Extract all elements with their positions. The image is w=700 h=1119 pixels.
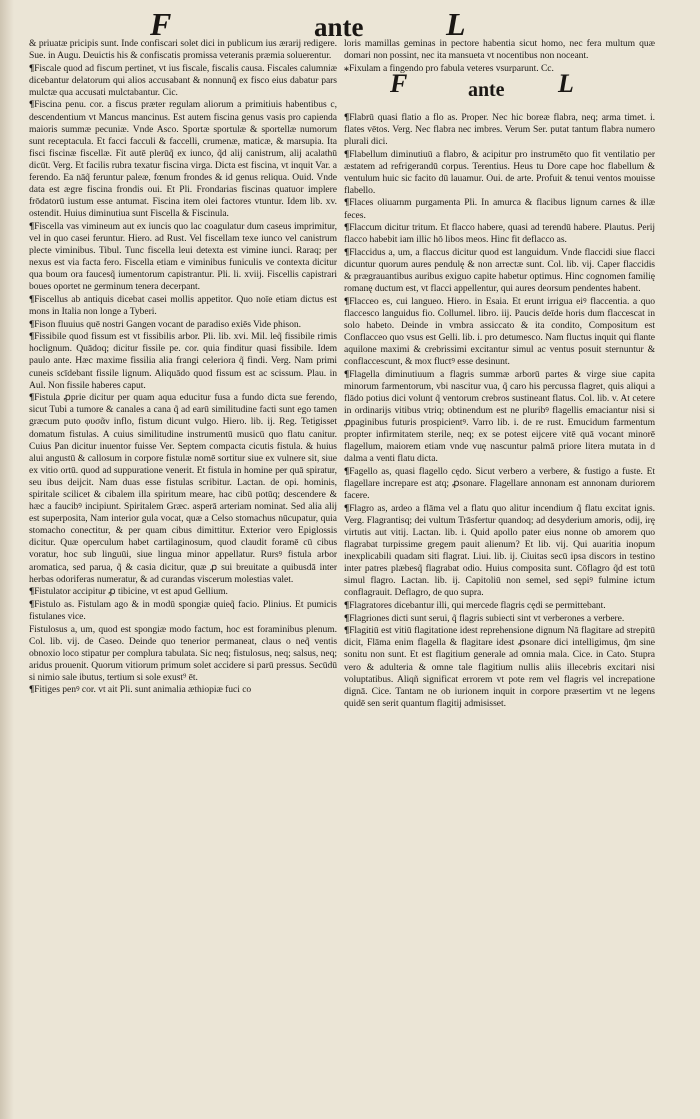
entry-text: Fison fluuius quē nostri Gangen vocant de paradiso exiēs Vide phison. (34, 318, 301, 330)
dictionary-entry (344, 503, 655, 600)
entry-text: Fissibile quod fissum est vt fissibilis arbor. Pli. lib. xvi. Mil. leq̃ fissibile rimis hoclignum. Quādoq; dicitur fissile pe. cor. quia finditur quasi fissibile. Idem paulo ante. Hæc maxime fissilia alia frangi celeriora q̃ findi. Verg. Nam primi cuneis scīdebant fissile lignum. Aliquādo quod fissum est ac scissum. Plau. in Aul. Non fissile haberes caput. (29, 331, 337, 391)
pilcrow-icon: ¶ (344, 197, 350, 209)
entry-text: Flagratores dicebantur illi, qui mercede flagris cędi se permittebant. (349, 600, 606, 612)
pilcrow-icon: ¶ (344, 222, 350, 234)
dictionary-entry (29, 319, 337, 331)
entry-text: Fiscale quod ad fiscum pertinet, vt ius fiscale, fiscalis causa. Fiscales calumniæ dicebantur delatorum qui alios accusabant & nonnunq̃ ex fisco eius dabatur pars mulctæ qua accusati mulctabantur. Cic. (29, 62, 337, 98)
entry-text: Fistulator accipitur ꝓ tibicine, vt est apud Gellium. (34, 586, 228, 598)
pilcrow-icon: ¶ (29, 684, 35, 696)
pilcrow-icon: ¶ (29, 331, 35, 343)
dictionary-entry (344, 613, 655, 625)
entry-text: Fiscella vas vimineum aut ex iuncis quo lac coagulatur dum caseus imprimitur, vel in quo casei feruntur. Hiero. ad Rust. Vel fiscellam texe iunco vel canistrum plecte viminibus. Tibul. Tunc fiscella leui detexta est vimine iunci. Raraq; per nexus est via facta fero. Fiscella etiam e viminibus funiculis ve contexta dicitur qua boum ora faucesq̃ iumentorum capistrantur. Pli. li. xviij. Fiscellis capistrari boues oportet ne germinum tenera decerpant. (29, 220, 337, 293)
dictionary-entry-continuation: & priuatæ pricipis sunt. Inde confiscari solet dici in publicum ius ærarij redigere. Sue. in Augu. Deuictis his & confiscatis promissa veteranis præmia soluerentur. (29, 38, 337, 62)
pilcrow-icon: ¶ (344, 246, 350, 258)
pilcrow-icon: ¶ (344, 368, 350, 380)
entry-text: Flaccum dicitur tritum. Et flacco habere, quasi ad terendū habere. Plautus. Perij flacco habebit iam illic hō libos meos. Hinc fit deflacco as. (344, 222, 655, 246)
dictionary-entry-continuation: loris mamillas geminas in pectore habentia sicut homo, nec fera multum quæ domari non possint, nec ita mansueta vt nocentibus non noceant. (344, 38, 655, 62)
entry-text: Fistulo as. Fistulam ago & in modū spongiæ quieq̃ facio. Plinius. Et pumicis fistulanes vice. (29, 598, 337, 622)
entry-text: Flaccidus a, um, a flaccus dicitur quod est languidum. Vnde flaccidi siue flacci dicuntur quorum aures pendulę & non arrectæ sunt. Col. lib. vij. Caper flaccidis & prægrauantibus auribus exiguo capite habetur optimus. Hinc cognomen familię romanę ductum est, vt flacci appellentur, qui aures deorsum pendentes habent. (344, 246, 655, 295)
dictionary-entry (29, 63, 337, 99)
dictionary-entry (344, 222, 655, 246)
pilcrow-icon: ¶ (344, 466, 350, 477)
entry-text: Flacceo es, cui langueo. Hiero. in Esaia. Et erunt irrigua eiꝰ flaccentia. a quo flaccesco languidus fio. Collumel. libro. iij. Paucis deīde horis dum flaccescat in solo habeto. Deinde in vmbra assiccato & ita condito, Compositum est Conflacceo quo vsus est Gelli. lib. i. pro detumesco. Nam fluctus inquit qui flante aquilone maximi & crebrissimi excitantur simul ac ventus posuit sternuntur & conflaccescunt, & mox fluctꝰ esse desinunt. (344, 295, 655, 368)
pilcrow-icon: ¶ (29, 293, 35, 305)
dictionary-entry (344, 296, 655, 369)
dictionary-entry (29, 221, 337, 294)
pilcrow-icon: ¶ (344, 148, 350, 160)
pilcrow-icon: ¶ (29, 99, 35, 111)
dictionary-entry (344, 600, 655, 612)
entry-text: Fixulam a fingendo pro fabula veteres vsurparunt. Cc. (348, 62, 554, 74)
entry-text: Fiscina penu. cor. a fiscus præter regulam aliorum a primitiuis habentibus c, descendentium vt Mancus mancinus. Est autem fiscina genus vasis pro capienda maioris summæ pecuniæ. Vnde Asco. Sportæ sportulæ & sportellæ numorum sunt receptacula. Et facci facculi & faccelli, crumenæ, maticæ, & marsupia. Ita fisci fiscinæ fiscellæ. Fit autē plerūq̃ ex iunco, q̃d alij canistrum, alij acalathū dicūt. Verg. Et facilis rubra texatur fiscina virga. Dicta est fiscina, vt inquit Var. a ferendo. Ea nāq̃ feruntur paleæ, fœnum frondes & id genus reliqua. Ouid. Vnde data est ægre fiscina frondis oui. Et Pli. Frondarias fiscinas quatuor implere frōdatorū iustum esse antumat. Fiscina item olei factores vtuntur. Idem lib. xv. ostendit. Huius diminutiua sunt Fiscella & Fiscinula. (29, 99, 337, 220)
left-column (29, 38, 337, 697)
right-column (344, 38, 655, 710)
dictionary-entry (29, 684, 337, 696)
sub-header-right-letter: L (558, 68, 574, 98)
pilcrow-icon: ¶ (344, 612, 350, 624)
pilcrow-icon: ¶ (344, 295, 350, 307)
dictionary-entry (344, 197, 655, 221)
sub-header-left-letter: F (390, 68, 408, 98)
entry-text: Fitiges penꝰ cor. vt ait Pli. sunt animalia æthiopiæ fuci co (34, 684, 252, 696)
running-head-title: ante (314, 12, 364, 42)
pilcrow-icon: ¶ (29, 220, 35, 232)
dictionary-entry (344, 247, 655, 295)
entry-text: Fiscellus ab antiquis dicebat casei mollis appetitor. Quo noīe etiam dictus est mons in Italia non longe a Tyberi. (29, 293, 337, 318)
dictionary-entry (29, 331, 337, 391)
dictionary-entry (344, 466, 655, 502)
dictionary-entry (29, 599, 337, 623)
dictionary-entry (344, 112, 655, 148)
entry-text: Fagello as, quasi flagello cędo. Sicut verbero a verbere, & fustigo a fuste. Et flagellare increpare est atq; ꝓsonare. Flagellare annonam est annonam duriorem facere. (344, 466, 655, 502)
pilcrow-icon: ¶ (29, 62, 35, 74)
entry-text: Flaces oliuarnm purgamenta Pli. In amurca & flacibus lignum carnes & illæ feces. (344, 197, 655, 221)
dictionary-entry (344, 369, 655, 466)
pilcrow-icon: ¶ (29, 598, 35, 610)
dictionary-entry (344, 149, 655, 197)
pilcrow-icon: ¶ (29, 392, 35, 404)
dictionary-entry (344, 625, 655, 710)
pilcrow-icon: ¶ (29, 318, 35, 330)
pilcrow-icon: ¶ (344, 600, 350, 612)
sub-header-title: ante (468, 78, 505, 101)
pilcrow-icon: ¶ (344, 502, 350, 514)
dictionary-entry (29, 294, 337, 318)
pilcrow-icon: ¶ (344, 625, 350, 637)
asterisk-mark-icon: ⁎ (344, 62, 349, 74)
entry-text: Flabellum diminutiuū a flabro, & acipitur pro instrumēto quo fit ventilatio per æstatem ad refrigerandū corpus. Terentius. Heus tu Dore cape hoc flabellum & ventulum huic sic facito dū lauamur. Oui. de arte. Profuit & tenui ventos mouisse flabello. (344, 148, 655, 196)
dictionary-entry: Fistulosus a, um, quod est spongiæ modo factum, hoc est foraminibus plenum. Col. lib. vij. de Caseo. Deinde quo tenerior permaneat, claus o neq̃ ventis obnoxio loco stipatur per complura tabulata. Sic neq; fistulosus, neq; salsus, neq; aridus prouenit. Quorum vitiorum primum solet accidere si parū pressus. Secūdū si nimio sale ibutus, tertium si sole exust⁹ ēt. (29, 623, 337, 683)
entry-text: Flagitiū est vitiū flagitatione idest reprehensione dignum Nā flagitare ad strepitū dicit, Flāma enim flagella & flagitare idest ꝓsonare dici intelligimus, q̃m sine sonitu non sunt. Et est flagitium generale ad omnia mala. Cice. in Cato. Stupra vero & adulteria & omne tale flagitium nullis aliis illecebris excitari nisi voluptatibus. Aliqñ significat errorem vt pote rem vel flagris vel increpatione dignā. Cice. Tantam ne ob iurionem inquit in corpore præsertim vt ne legens quidē sen serit quantum flagitij admisisset. (344, 625, 655, 709)
entry-text: Flagella diminutiuum a flagris summæ arborū partes & virge siue capita minorum farmentorum, vbi nascitur vua, q̃ caro his percussa flagret, quis aliqui a flādo potius dici volunt q̃ ventorum crebros sustineant flatus. Col. lib. v. At cetere in ordinarijs vitibus vtriq; obtinendum est ne pluribꝰ flagellis emaciantur nisi si ꝓpaginibus futuris prospicientꝰ. Varro lib. i. de re rust. Emucidum farmentum propter infirmitatem sterile, neq; ex se potest eijcere vitē quā vocant minorē flagellum, maiorem etiam vnde vuę nascuntur palmā priore litera mutata in d dalma a venti flatu dicta. (344, 368, 655, 465)
pilcrow-icon: ¶ (344, 111, 350, 123)
entry-text: Flagriones dicti sunt serui, q̃ flagris subiecti sint vt verberones a verbere. (349, 612, 625, 624)
entry-text: Fistula ꝓprie dicitur per quam aqua educitur fusa a fundo dicta sue ferendo, sicut Tubi a tumore & canales a cana q̃ ad earū similitudine facti sunt ego tamen græcum puto φυσᾶν inflo, fistum dicunt vulgo. Hiero. lib. ij. Reg. Tetigisset domatum fistulas. A cuius similitudine instrumentū musicū quo flatu canitur. Cuius Pan dicitur inuentor fuisse Ver. Septem compacta cicutis fistula. & huius alui angustū & callosum in corpore fistulæ nomē sortitur siue ex vulnere sit, siue ex vitio ortū. quod ad suppuratione venerit. Et fistula in homine per quā spiratur, seu ibus deijcit. Nam duas esse fistulas scribitur. Lactan. de opi. hominis, spiritale scilicet & cibalem illa spiritum meare, hac cibū potūq; descendere & hæc a faucibꝰ incipiunt. Spiritalem Græc. asperā arteriam nominat. Sed alia alij est superposita, Nam interior gula vocat, quæ a Celso stomachus nūcupatur, quia stomacho conectitur, & per quam cibus dimittitur. Exterior vero Epiglossis dicitur. Quæ operculum habet cartilaginosum, quod claudit foramē cū cibus voratur, hoc sub linguūi, siue lingua minor appellatur. Rursꝰ fistula arbor aromatica, sed parua, q̃ & casia dicitur, quæ ꝓ sui breuitate a quibusdā inter herbas odoriferas numeratur, & ad curandas viscerum molestias valet. (29, 392, 337, 585)
dictionary-entry (29, 586, 337, 598)
entry-text: Flabrū quasi flatio a flo as. Proper. Nec hic boreæ flabra, neq; arma timet. i. flates vētos. Verg. Nec flabra nec imbres. Verum Ser. putat tantum flabra numero plurali dici. (344, 111, 655, 147)
pilcrow-icon: ¶ (29, 586, 35, 598)
dictionary-entry (29, 392, 337, 586)
running-head-left-letter: F (150, 6, 172, 42)
entry-text: Flagro as, ardeo a flāma vel a flatu quo alitur incendium q̃ flatu excitat ignis. Verg. Flagrantisq; dei vultum Trāsfertur quandoq; ad desyderium amoris, odij, irę virtutis aut vitij. Lactan. lib. i. Quid apollo pater eius nonne ob amorem quo flagrabat turpissime gregem pauit alienum? Et lib. vij. Qui auaritia inopum inexplicabili quadam siti flagrat. Liui. lib. ij. Ciuitas secū ipsa discors in testino inter patres plæbesq̃ flagrabat odio. Huius composita sunt. Cōflagro q̃d est totū simul flagro. Lactan. lib. ij. Capitoliū non semel, sed sępiꝰ fulmine ictum conflagrauit. Deflagro, de quo supra. (344, 502, 655, 599)
running-head-right-letter: L (446, 6, 466, 42)
dictionary-entry (29, 99, 337, 220)
